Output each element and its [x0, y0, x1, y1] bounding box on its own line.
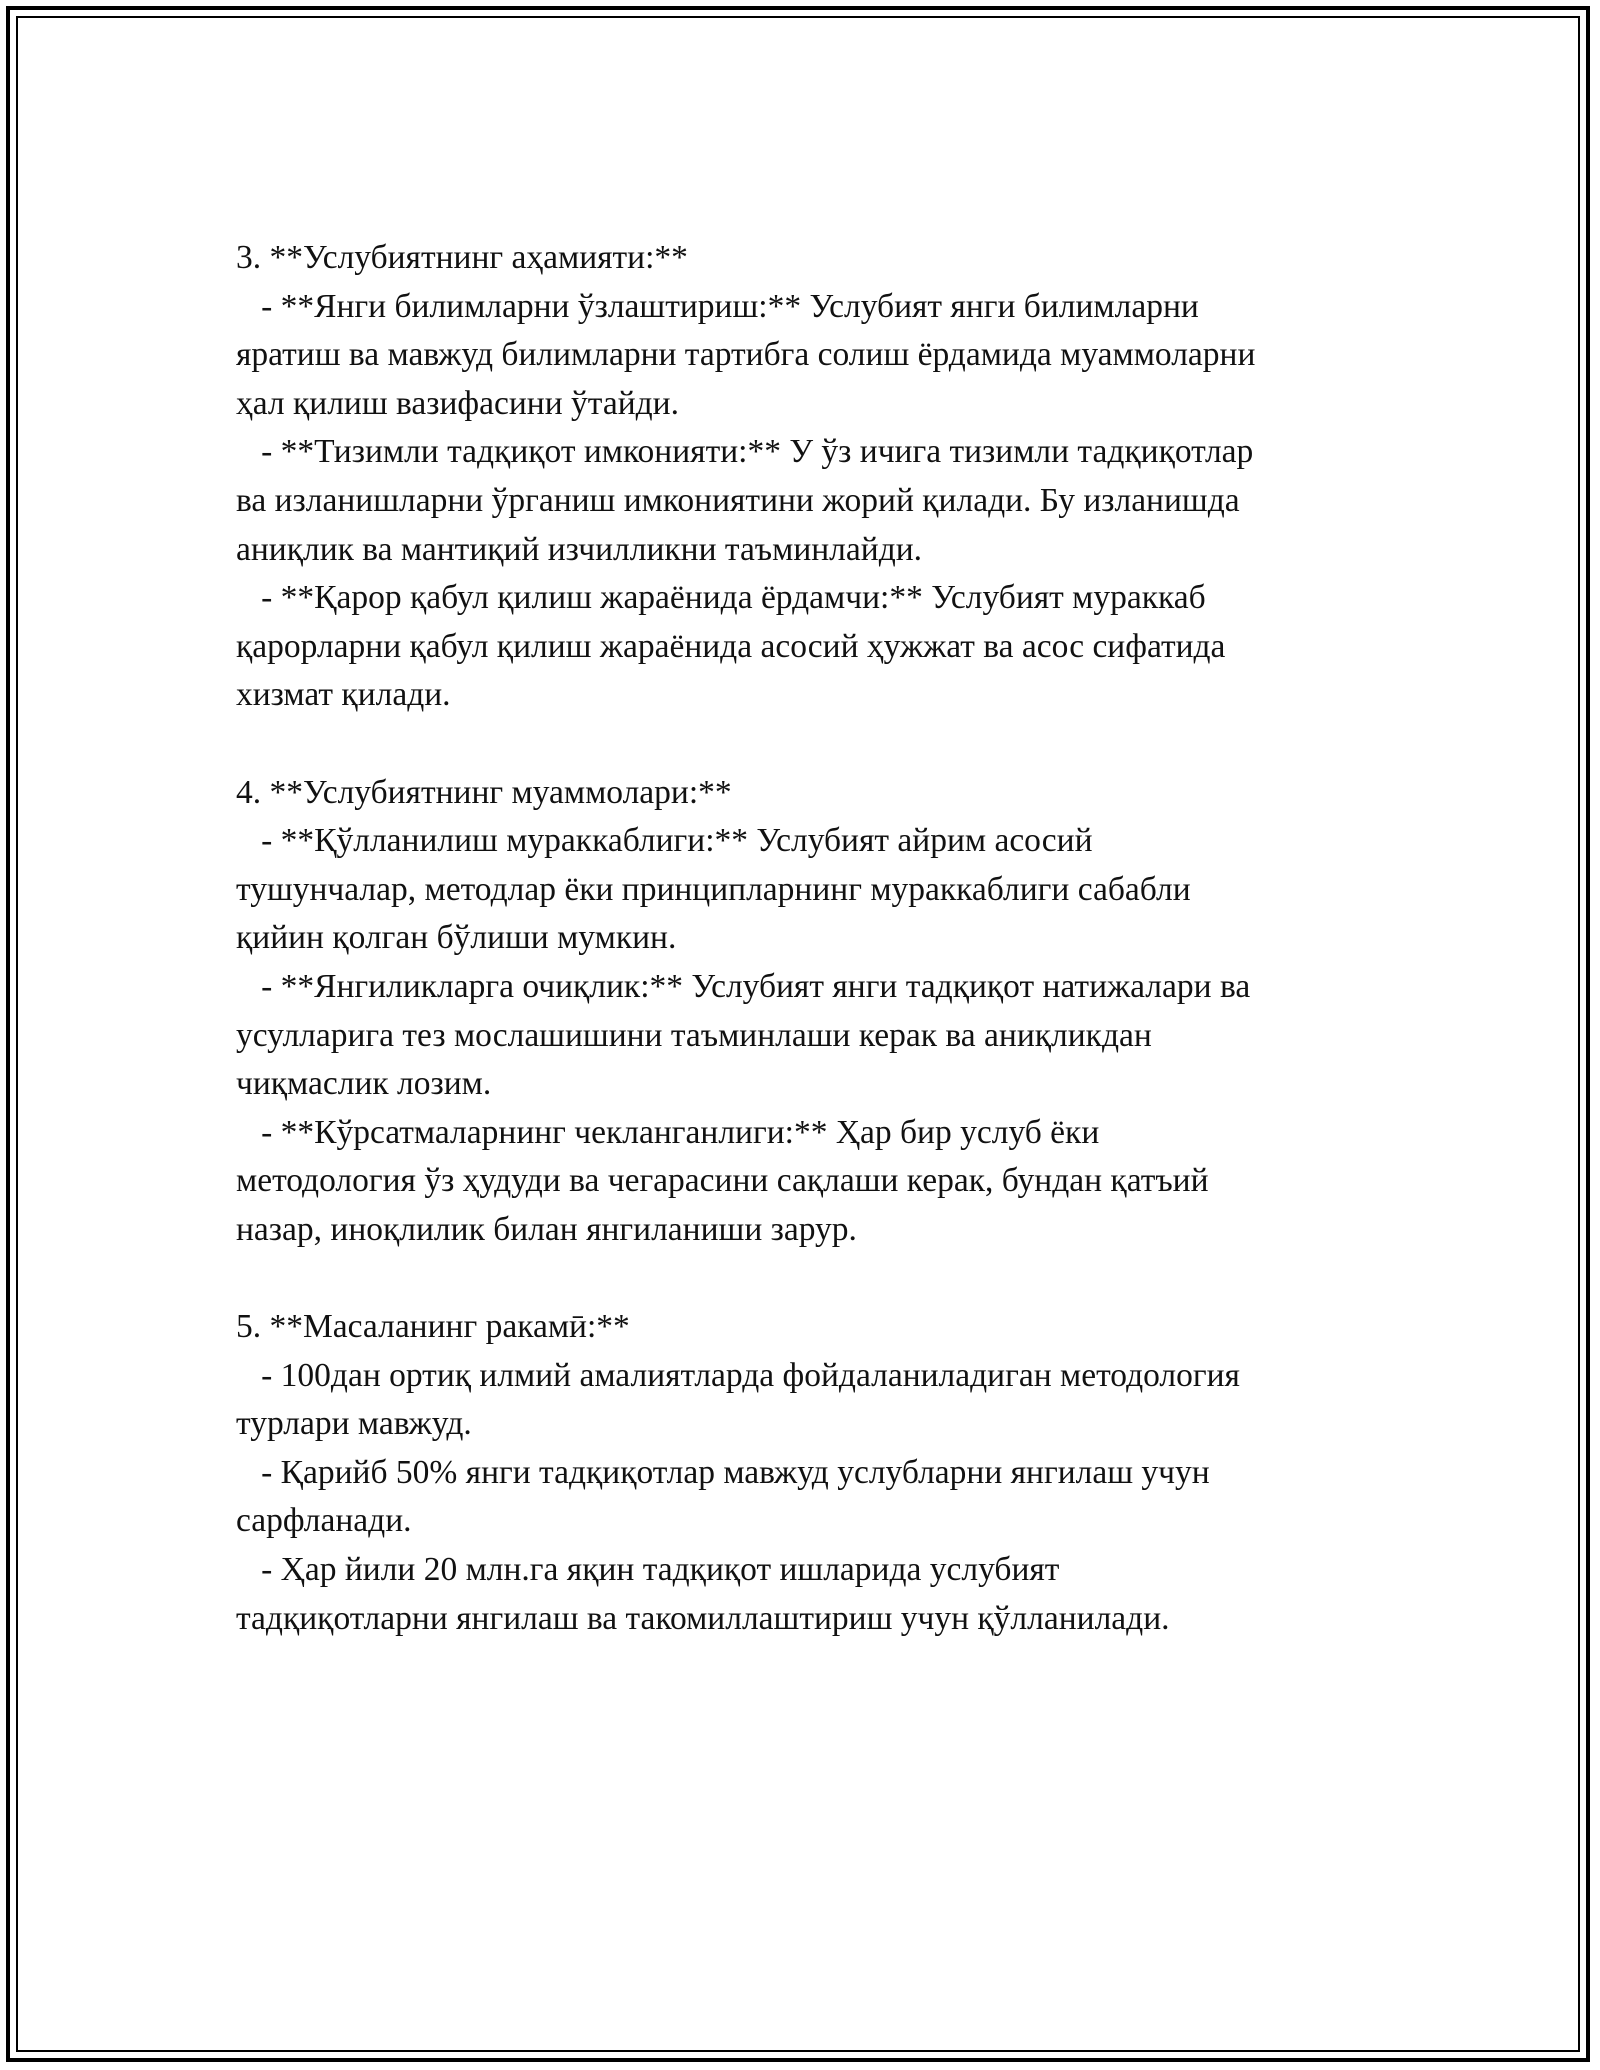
bullet-line: - 100дан ортиқ илмий амалиятларда фойдаланиладиган методология	[236, 1356, 1240, 1394]
text-line: тушунчалар, методлар ёки принципларнинг мураккаблиги сабабли	[236, 870, 1191, 908]
bullet-line: - **Кўрсатмаларнинг чекланганлиги:** Ҳар бир услуб ёки	[236, 1113, 1100, 1151]
text-line: яратиш ва мавжуд билимларни тартибга солиш ёрдамида муаммоларни	[236, 336, 1256, 374]
bullet-line: - **Қарор қабул қилиш жараёнида ёрдамчи:** Услубият мураккаб	[236, 579, 1206, 617]
text-line: қарорларни қабул қилиш жараёнида асосий ҳужжат ва асос сифатида	[236, 627, 1226, 665]
text-line: назар, иноқлилик билан янгиланиши зарур.	[236, 1210, 857, 1248]
paragraph-spacer	[236, 1254, 1386, 1303]
bullet-line: - **Янги билимларни ўзлаштириш:** Услубият янги билимларни	[236, 287, 1199, 325]
text-line: аниқлик ва мантиқий изчилликни таъминлайди.	[236, 530, 923, 568]
text-line: хизмат қилади.	[236, 676, 451, 714]
text-line: усулларига тез мослашишини таъминлаши керак ва аниқликдан	[236, 1016, 1152, 1054]
text-line: методология ўз ҳудуди ва чегарасини сақлаши керак, бундан қатъий	[236, 1162, 1209, 1200]
bullet-line: - Қарийб 50% янги тадқиқотлар мавжуд услубларни янгилаш учун	[236, 1453, 1210, 1491]
paragraph-spacer	[236, 720, 1386, 769]
section-heading: 3. **Услубиятнинг аҳамияти:**	[236, 239, 688, 276]
section-heading: 4. **Услубиятнинг муаммолари:**	[236, 773, 732, 811]
text-line: ҳал қилиш вазифасини ўтайди.	[236, 384, 679, 422]
text-line: турлари мавжуд.	[236, 1405, 472, 1443]
text-line: чиқмаслик лозим.	[236, 1065, 492, 1103]
bullet-line: - **Янгиликларга очиқлик:** Услубият янги тадқиқот натижалари ва	[236, 967, 1251, 1005]
section-4	[236, 769, 1386, 1255]
text-line: ва изланишларни ўрганиш имкониятини жорий қилади. Бу изланишда	[236, 481, 1240, 519]
bullet-line: - **Тизимли тадқиқот имконияти:** У ўз ичига тизимли тадқиқотлар	[236, 433, 1254, 471]
section-5	[236, 1303, 1386, 1643]
document-body	[236, 234, 1386, 1643]
text-line: сарфланади.	[236, 1502, 412, 1540]
bullet-line: - Ҳар йили 20 млн.га яқин тадқиқот ишларида услубият	[236, 1551, 1060, 1589]
text-line: тадқиқотларни янгилаш ва такомиллаштириш учун қўлланилади.	[236, 1599, 1170, 1637]
text-line: қийин қолган бўлиши мумкин.	[236, 919, 677, 957]
section-heading: 5. **Масаланинг ракамӣ:**	[236, 1308, 630, 1346]
bullet-line: - **Қўлланилиш мураккаблиги:** Услубият айрим асосий	[236, 822, 1093, 860]
section-3	[236, 234, 1386, 720]
